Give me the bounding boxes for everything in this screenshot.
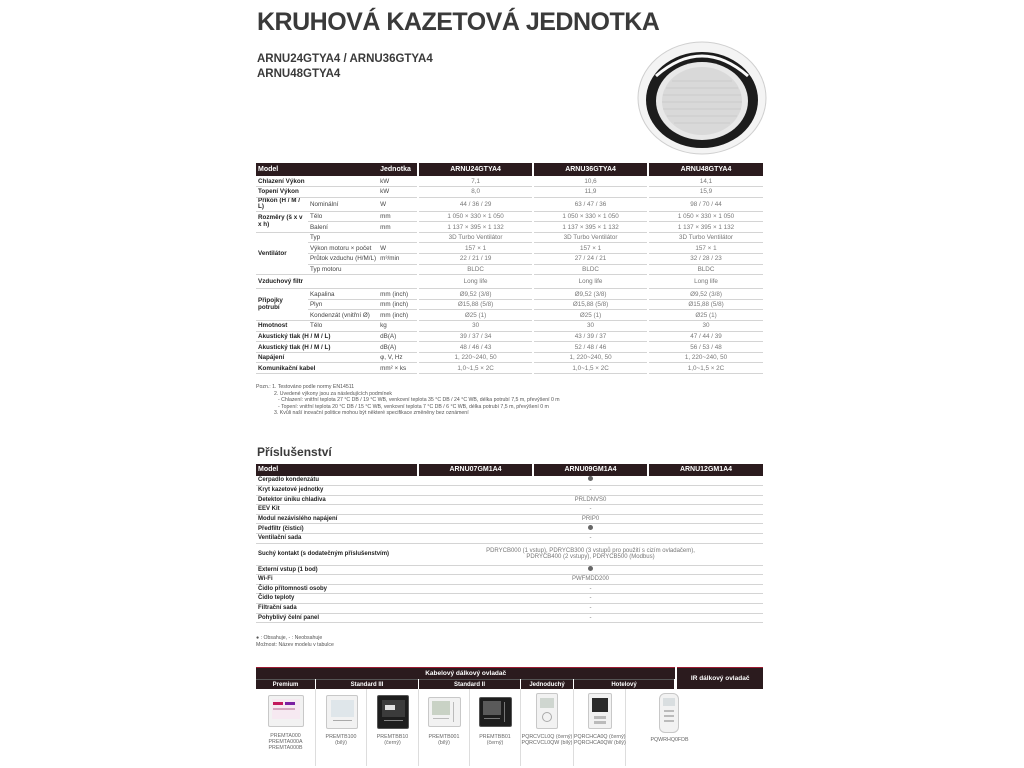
table-row	[256, 543, 763, 565]
caption-line: PQRCHCA0Q (černý)	[574, 734, 626, 740]
controllers-table	[256, 667, 763, 752]
acc-name: Čidlo přítomnosti osoby	[256, 584, 418, 594]
category-hotel: Hotelový	[574, 679, 674, 689]
row-value: 1 050 × 330 × 1 050	[648, 211, 763, 222]
acc-col-model: Model	[256, 464, 418, 476]
model-line-2: ARNU48GTYA4	[257, 68, 341, 80]
model-list	[257, 52, 433, 82]
acc-name: Předfiltr (čisticí)	[256, 524, 418, 534]
accessories-title: Příslušenství	[257, 445, 332, 459]
row-label: Topení Výkon	[256, 187, 378, 198]
accessories-table	[256, 464, 763, 623]
table-row	[256, 352, 763, 363]
acc-name: Čerpadlo kondenzátu	[256, 476, 418, 486]
controller-standard3-white	[316, 689, 367, 766]
table-row	[256, 331, 763, 342]
row-value: Long life	[533, 275, 648, 289]
acc-name: Filtrační sada	[256, 604, 418, 614]
spec-col-model: Model	[256, 163, 378, 176]
category-standard-3: Standard III	[316, 679, 418, 689]
table-row	[256, 584, 763, 594]
acc-value: -	[418, 604, 763, 614]
acc-value	[418, 524, 763, 534]
controller-standard2-black	[470, 689, 521, 766]
row-unit	[378, 264, 418, 275]
acc-name: Detektor úniku chladiva	[256, 495, 418, 505]
table-row	[256, 476, 763, 486]
note-line: - Chlazení: vnitřní teplota 27 °C DB / 19 °C WB, venkovní teplota 35 °C DB / 24 °C WB, délka potrubí 7,5 m, převýšení 0 m	[278, 397, 560, 404]
row-unit: φ, V, Hz	[378, 352, 418, 363]
acc-value: PRLDNVS0	[418, 495, 763, 505]
row-label: Napájení	[256, 352, 378, 363]
row-value: 32 / 28 / 23	[648, 254, 763, 265]
row-value: 22 / 21 / 19	[418, 254, 533, 265]
controller-caption	[626, 737, 713, 743]
row-value: 30	[418, 321, 533, 332]
controller-ir	[626, 689, 713, 766]
row-value: 98 / 70 / 44	[648, 197, 763, 211]
table-row	[256, 613, 763, 623]
row-sublabel: Tělo	[308, 321, 378, 332]
row-value: 1 050 × 330 × 1 050	[418, 211, 533, 222]
row-value: 7,1	[418, 176, 533, 187]
controller-image	[659, 693, 679, 733]
row-value: 1, 220~240, 50	[648, 352, 763, 363]
table-row	[256, 534, 763, 544]
row-value: 3D Turbo Ventilátor	[648, 232, 763, 243]
table-row	[256, 495, 763, 505]
caption-line: PQRCVCL0QW (bílý)	[521, 740, 573, 747]
table-row	[256, 514, 763, 524]
row-value: 30	[533, 321, 648, 332]
controller-caption	[521, 734, 573, 746]
caption-line: PREMTA000	[270, 733, 301, 739]
controller-caption	[256, 733, 315, 752]
acc-value: -	[418, 486, 763, 496]
spec-col-unit: Jednotka	[378, 163, 418, 176]
acc-value-line: PDRYCB400 (2 vstupy), PDRYCB500 (Modbus)	[526, 554, 655, 561]
caption-line: PQRCHCA0QW (bílý)	[574, 740, 626, 747]
row-value: Long life	[418, 275, 533, 289]
acc-value: -	[418, 534, 763, 544]
table-row	[256, 321, 763, 332]
table-row	[256, 222, 763, 233]
acc-name: Kryt kazetové jednotky	[256, 486, 418, 496]
row-value: BLDC	[648, 264, 763, 275]
row-label: Akustický tlak (H / M / L)	[256, 342, 378, 353]
legend-line: Možnost: Název modelu v tabulce	[256, 641, 334, 648]
controller-caption	[574, 734, 625, 746]
spec-col-model-2: ARNU36GTYA4	[533, 163, 648, 176]
acc-name: Čidlo teploty	[256, 594, 418, 604]
row-value: Long life	[648, 275, 763, 289]
category-simple: Jednoduchý	[521, 679, 573, 689]
table-row	[256, 187, 763, 198]
row-unit: mm (inch)	[378, 310, 418, 321]
row-label: Chlazení Výkon	[256, 176, 378, 187]
row-value: BLDC	[533, 264, 648, 275]
note-line: - Topení: vnitřní teplota 20 °C DB / 15 °C WB, venkovní teplota 7 °C DB / 6 °C WB, délka potrubí 7,5 m, převýšení 0 m	[278, 403, 549, 410]
acc-name: EEV Kit	[256, 505, 418, 515]
row-value: 30	[648, 321, 763, 332]
included-dot-icon	[588, 476, 593, 481]
row-sublabel: Kondenzát (vnitřní Ø)	[308, 310, 378, 321]
row-value: Ø9,52 (3/8)	[648, 289, 763, 300]
row-unit: dB(A)	[378, 342, 418, 353]
controller-caption	[419, 734, 469, 746]
controller-image	[479, 697, 512, 727]
row-value: Ø9,52 (3/8)	[533, 289, 648, 300]
row-unit: mm² × ks	[378, 363, 418, 374]
note-line: 2. Uvedené výkony jsou za následujících podmínek	[274, 390, 392, 397]
row-value: 157 × 1	[648, 243, 763, 254]
row-value: Ø15,88 (5/8)	[533, 299, 648, 310]
row-unit: W	[378, 197, 418, 211]
acc-value: -	[418, 613, 763, 623]
table-row	[256, 232, 763, 243]
caption-line: (černý)	[384, 740, 401, 747]
row-value: 1,0~1,5 × 2C	[648, 363, 763, 374]
acc-name: Externí vstup (1 bod)	[256, 565, 418, 575]
row-label: Rozměry (š x v x h)	[256, 211, 308, 232]
table-row	[256, 211, 763, 222]
caption-line: PREMTA000B	[268, 745, 303, 752]
acc-name: Ventilační sada	[256, 534, 418, 544]
included-dot-icon	[588, 525, 593, 530]
row-value: 1, 220~240, 50	[418, 352, 533, 363]
row-value: 157 × 1	[533, 243, 648, 254]
caption-line: PQRCVCL0Q (černý)	[521, 734, 573, 740]
acc-value: PWFMDD200	[418, 575, 763, 585]
table-row	[256, 363, 763, 374]
controller-hotel	[574, 689, 626, 766]
cassette-unit-image	[636, 38, 768, 156]
table-row	[256, 575, 763, 585]
row-unit: mm (inch)	[378, 289, 418, 300]
caption-line: PREMTB100	[325, 734, 357, 740]
spec-notes	[256, 384, 560, 417]
row-value: 27 / 24 / 21	[533, 254, 648, 265]
acc-name: Modul nezávislého napájení	[256, 514, 418, 524]
controller-caption	[367, 734, 418, 746]
caption-line: PQWRHQ0FDB	[650, 737, 689, 743]
row-sublabel: Tělo	[308, 211, 378, 222]
row-value: 56 / 53 / 48	[648, 342, 763, 353]
row-label: Komunikační kabel	[256, 363, 378, 374]
row-sublabel: Výkon motoru × počet	[308, 243, 378, 254]
table-row	[256, 524, 763, 534]
row-value: Ø25 (1)	[418, 310, 533, 321]
acc-col-model-1: ARNU07GM1A4	[418, 464, 533, 476]
caption-line: (bílý)	[335, 740, 347, 747]
row-unit	[378, 232, 418, 243]
acc-value	[418, 565, 763, 575]
row-value: Ø15,88 (5/8)	[648, 299, 763, 310]
caption-line: PREMTB001	[428, 734, 460, 740]
row-value: 1 137 × 395 × 1 132	[533, 222, 648, 233]
row-unit: mm (inch)	[378, 299, 418, 310]
controller-image	[536, 693, 558, 729]
row-label: Připojky potrubí	[256, 289, 308, 321]
table-row	[256, 275, 763, 289]
row-label: Vzduchový filtr	[256, 275, 418, 289]
row-value: 48 / 46 / 43	[418, 342, 533, 353]
row-value: 3D Turbo Ventilátor	[418, 232, 533, 243]
caption-line: PREMTBB10	[376, 734, 409, 740]
row-unit: dB(A)	[378, 331, 418, 342]
row-value: BLDC	[418, 264, 533, 275]
row-sublabel: Kapalina	[308, 289, 378, 300]
row-value: 157 × 1	[418, 243, 533, 254]
model-line-1: ARNU24GTYA4 / ARNU36GTYA4	[257, 53, 433, 65]
table-row	[256, 594, 763, 604]
ir-controller-title: IR dálkový ovladač	[677, 667, 763, 689]
controller-image	[588, 693, 612, 729]
row-value: 11,9	[533, 187, 648, 198]
row-sublabel: Balení	[308, 222, 378, 233]
row-value: 3D Turbo Ventilátor	[533, 232, 648, 243]
acc-name: Wi-Fi	[256, 575, 418, 585]
row-value: 1,0~1,5 × 2C	[418, 363, 533, 374]
acc-name: Pohyblivý čelní panel	[256, 613, 418, 623]
row-label: Příkon (H / M / L)	[256, 197, 308, 211]
row-value: 52 / 48 / 46	[533, 342, 648, 353]
row-value: 1 137 × 395 × 1 132	[418, 222, 533, 233]
table-row	[256, 604, 763, 614]
caption-line: PREMTA000A	[268, 739, 303, 746]
acc-value-line: PDRYCB000 (1 vstup), PDRYCB300 (3 vstupů pro použití s cizím ovladačem),	[486, 547, 695, 554]
caption-line: (bílý)	[438, 740, 450, 747]
table-row	[256, 289, 763, 300]
accessories-legend	[256, 635, 334, 648]
row-value: 1,0~1,5 × 2C	[533, 363, 648, 374]
row-unit: kg	[378, 321, 418, 332]
category-standard-2: Standard II	[419, 679, 520, 689]
controller-caption	[316, 734, 366, 746]
row-value: 43 / 39 / 37	[533, 331, 648, 342]
row-value: 44 / 36 / 29	[418, 197, 533, 211]
row-sublabel: Průtok vzduchu (H/M/L)	[309, 255, 377, 263]
acc-value: -	[418, 584, 763, 594]
controller-image	[377, 695, 409, 729]
spec-col-model-1: ARNU24GTYA4	[418, 163, 533, 176]
acc-name: Suchý kontakt (s dodatečným příslušenstvím)	[256, 543, 418, 565]
row-unit: mm	[378, 211, 418, 222]
row-unit: W	[378, 243, 418, 254]
acc-value	[418, 476, 763, 486]
controller-image	[326, 695, 358, 729]
spec-header-row	[256, 163, 763, 176]
row-label: Ventilátor	[256, 232, 308, 274]
row-value: 1 050 × 330 × 1 050	[533, 211, 648, 222]
row-sublabel: Nominální	[308, 197, 378, 211]
row-value: Ø25 (1)	[533, 310, 648, 321]
acc-value: -	[418, 594, 763, 604]
acc-value	[418, 543, 763, 565]
table-row	[256, 505, 763, 515]
controller-simple	[521, 689, 574, 766]
controller-image	[268, 695, 304, 727]
row-sublabel: Typ	[308, 232, 378, 243]
spec-col-model-3: ARNU48GTYA4	[648, 163, 763, 176]
controller-standard3-black	[367, 689, 419, 766]
controller-caption	[470, 734, 520, 746]
wired-controller-title: Kabelový dálkový ovladač	[256, 667, 675, 679]
row-value: Ø25 (1)	[648, 310, 763, 321]
note-line: 3. Kvůli naší inovační politice mohou být některé specifikace změněny bez oznámení	[274, 410, 469, 417]
caption-line: (černý)	[486, 740, 504, 747]
acc-value: PRIP0	[418, 514, 763, 524]
table-row	[256, 264, 763, 275]
row-value: 39 / 37 / 34	[418, 331, 533, 342]
row-value: 1 137 × 395 × 1 132	[648, 222, 763, 233]
acc-col-model-2: ARNU09GM1A4	[533, 464, 648, 476]
table-row	[256, 310, 763, 321]
table-row	[256, 342, 763, 353]
row-unit: kW	[378, 176, 418, 187]
category-premium: Premium	[256, 679, 315, 689]
row-value: 47 / 44 / 39	[648, 331, 763, 342]
table-row	[256, 243, 763, 254]
row-unit: kW	[378, 187, 418, 198]
table-row	[256, 197, 763, 211]
accessories-header-row	[256, 464, 763, 476]
row-value: 10,6	[533, 176, 648, 187]
row-unit: m³/min	[378, 254, 418, 265]
row-sublabel: Plyn	[308, 299, 378, 310]
row-sublabel: Typ motoru	[308, 264, 378, 275]
row-value: 8,0	[418, 187, 533, 198]
spec-table	[256, 163, 763, 374]
table-row	[256, 299, 763, 310]
row-label: Akustický tlak (H / M / L)	[256, 331, 378, 342]
page-title: KRUHOVÁ KAZETOVÁ JEDNOTKA	[257, 8, 660, 36]
controller-image	[428, 697, 461, 727]
table-row	[256, 254, 763, 265]
row-value: 63 / 47 / 36	[533, 197, 648, 211]
row-value: Ø9,52 (3/8)	[418, 289, 533, 300]
table-row	[256, 176, 763, 187]
legend-line: ● : Obsahuje, - : Neobsahuje	[256, 635, 323, 641]
row-value: 1, 220~240, 50	[533, 352, 648, 363]
table-row	[256, 486, 763, 496]
row-value: Ø15,88 (5/8)	[418, 299, 533, 310]
table-row	[256, 565, 763, 575]
acc-value: -	[418, 505, 763, 515]
note-line: Pozn.: 1. Testováno podle normy EN14511	[256, 384, 355, 390]
controller-standard2-white	[419, 689, 470, 766]
controller-premium	[256, 689, 316, 766]
row-value: 14,1	[648, 176, 763, 187]
caption-line: PREMTBB01	[479, 734, 511, 740]
included-dot-icon	[588, 566, 593, 571]
row-value: 15,9	[648, 187, 763, 198]
acc-col-model-3: ARNU12GM1A4	[648, 464, 763, 476]
row-label: Hmotnost	[256, 321, 308, 332]
row-unit: mm	[378, 222, 418, 233]
